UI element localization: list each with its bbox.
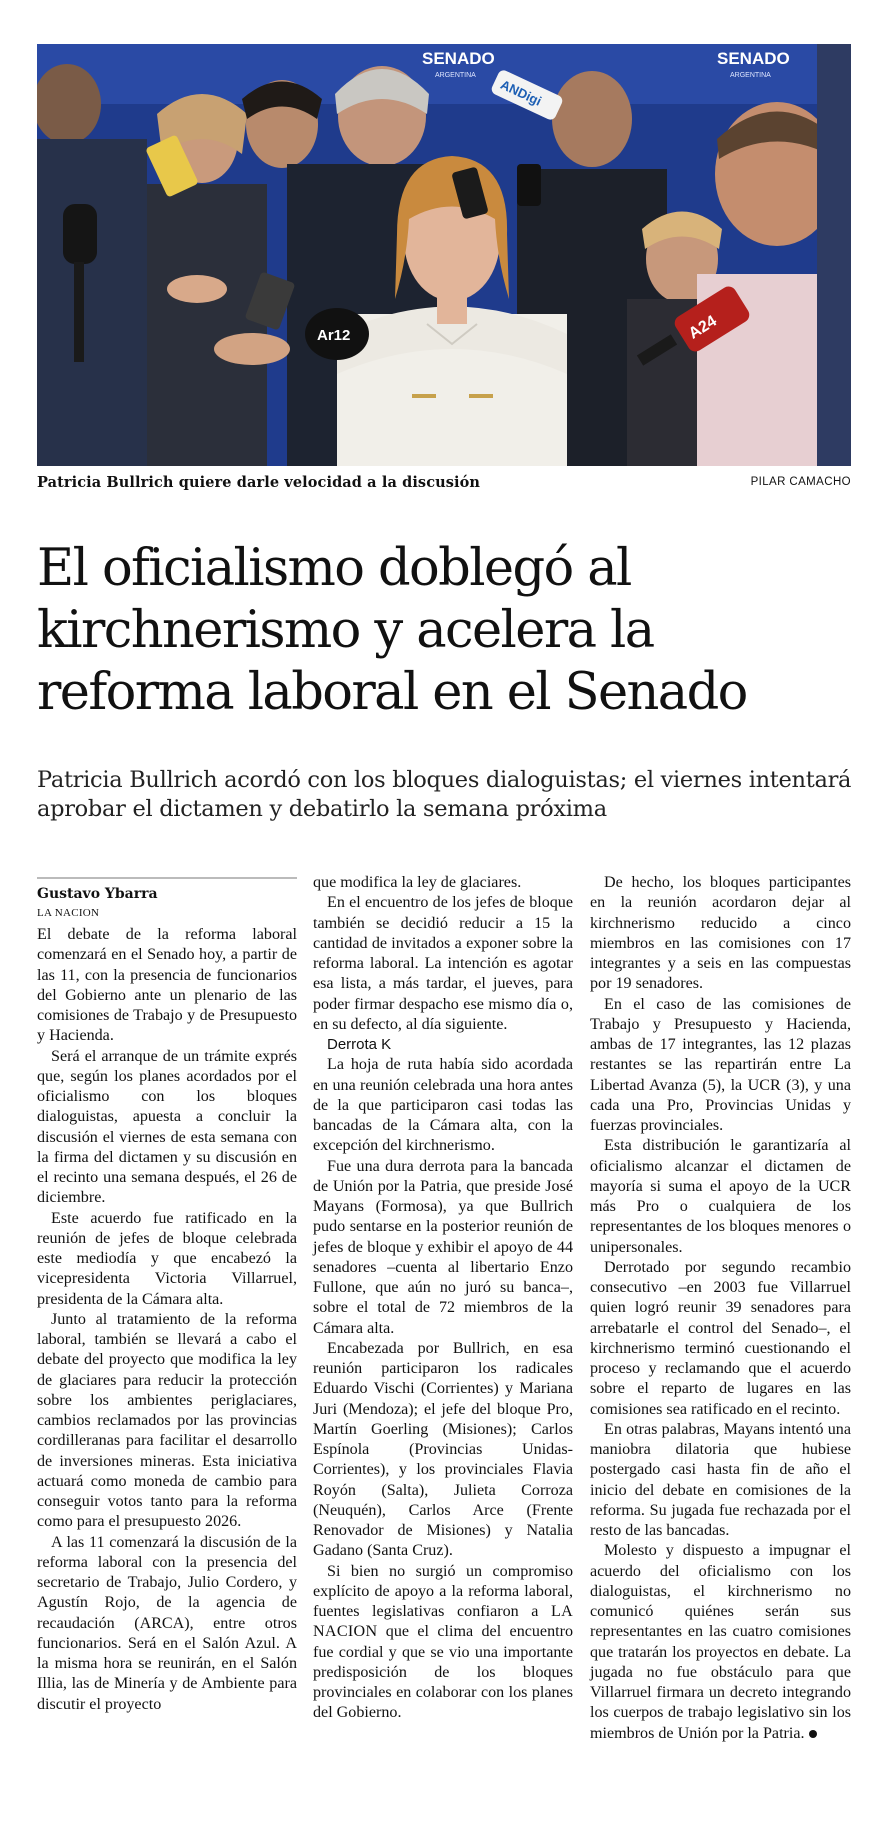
- article-column-3: [590, 873, 851, 1744]
- andigi-mic-label: ANDigi: [498, 76, 544, 109]
- paragraph: El debate de la reforma laboral comenzará en el Senado hoy, a partir de las 11, con la presencia de funcionarios del Gobierno ante un plenario de las comisiones de Trabajo y de Presupuesto y Hacienda.: [37, 926, 297, 1045]
- ar12-mic-label: Ar12: [317, 327, 351, 344]
- paragraph: Derrotado por segundo recambio consecutivo –en 2003 fue Villarruel quien logró reunir 39 senadores para arrebatarle el control del Senado–, el kirchnerismo terminó cuestionando el proceso y reclamando que el acuerdo sobre el reparto de lugares en las comisiones sea ratificado en el recinto.: [590, 1258, 851, 1418]
- photo-caption: Patricia Bullrich quiere darle velocidad a la discusión: [37, 474, 481, 491]
- paragraph: Esta distribución le garantizaría al oficialismo alcanzar el dictamen de mayoría si suma el apoyo de la UCR más Pro o cualquiera de los representantes de los bloques menores o unipersonales.: [590, 1137, 851, 1256]
- article-column-2: [313, 873, 573, 1724]
- paragraph-continuation: que modifica la ley de glaciares.: [313, 874, 522, 891]
- paragraph: Junto al tratamiento de la reforma laboral, también se llevará a cabo el debate del proyecto que modifica la ley de glaciares para reducir la protección sobre los ambientes periglaciares, cambios reclamados por las provincias cordilleranas para facilitar el desarrollo de inversiones mineras. Esta iniciativa actuará como moneda de cambio para conseguir votos tanto para la reforma como para el presupuesto 2026.: [37, 1310, 297, 1531]
- photo-credit: PILAR CAMACHO: [750, 476, 851, 488]
- end-of-article-icon: [809, 1730, 817, 1738]
- byline-outlet: LA NACION: [37, 907, 100, 919]
- paragraph: La hoja de ruta había sido acordada en una reunión celebrada una hora antes de la que participaron casi todas las bancadas de la Cámara alta, con la excepción del kirchnerismo.: [313, 1056, 573, 1155]
- byline-author: Gustavo Ybarra: [37, 886, 158, 902]
- paragraph: En otras palabras, Mayans intentó una maniobra dilatoria que hubiese postergado casi hasta fin de año el inicio del debate en comisiones de la reforma. Su jugada fue rechazada por el resto de las bancadas.: [590, 1420, 851, 1539]
- press-photo: [37, 44, 851, 466]
- press-photo-illustration: [37, 44, 851, 466]
- paragraph: En el encuentro de los jefes de bloque también se decidió reducir a 15 la cantidad de invitados a exponer sobre la reforma laboral. La intención es agotar esa lista, a más tardar, el jueves, para poder firmar despacho ese mismo día o, en su defecto, al día siguiente.: [313, 894, 573, 1033]
- paragraph-text: Molesto y dispuesto a impugnar el acuerdo del oficialismo con los dialoguistas, el kirchnerismo no comunicó quiénes serán sus representantes en las cuatro comisiones que tratarán los proyectos en debate. La jugada no fue obstáculo para que Villarruel firmara un decreto integrando los cuerpos de trabajo legislativo sin los miembros de Unión por la Patria.: [590, 1542, 851, 1742]
- paragraph: De hecho, los bloques participantes en la reunión acordaron dejar al kirchnerismo reducido a cinco miembros en las comisiones con 17 integrantes y a seis en las compuestas por 19 senadores.: [590, 874, 851, 993]
- paragraph: A las 11 comenzará la discusión de la reforma laboral con la presencia del secretario de Trabajo, Julio Cordero, y Agustín Rojo, de la agencia de recaudación (ARCA), entre otros funcionarios. Será en el Salón Azul. A la misma hora se reunirán, en el Salón Illia, las de Minería y de Ambiente para discutir el proyecto: [37, 1533, 297, 1713]
- deck-subtitle: Patricia Bullrich acordó con los bloques dialoguistas; el viernes intentará aprobar el dictamen y debatirlo la semana próxima: [37, 767, 852, 822]
- headline: El oficialismo doblegó al kirchnerismo y acelera la reforma laboral en el Senado: [37, 539, 747, 722]
- subhead: Derrota K: [327, 1036, 392, 1053]
- backdrop-argentina-text: ARGENTINA: [435, 72, 476, 79]
- paragraph: Fue una dura derrota para la bancada de Unión por la Patria, que preside José Mayans (Formosa), ya que Bullrich pudo sentarse en la posterior reunión de jefes de bloque y exhibir el apoyo de 44 senadores –cuenta al libertario Enzo Fullone, que aún no juró su banca–, sobre el total de 72 miembros de la Cámara alta.: [313, 1157, 573, 1337]
- article-column-1: [37, 925, 297, 1715]
- outlet-mention: LA NACION: [313, 1603, 573, 1641]
- byline-rule: [37, 877, 297, 879]
- backdrop-senado-text: SENADO: [422, 49, 495, 68]
- a24-mic-label: A24: [685, 312, 720, 343]
- paragraph-text: que el clima del encuentro fue cordial y que se vio una importante predisposición de los bloques provinciales en colaborar con los planes del Gobierno.: [313, 1623, 573, 1722]
- paragraph: Encabezada por Bullrich, en esa reunión participaron los radicales Eduardo Vischi (Corrientes) y Mariana Juri (Mendoza); el jefe del bloque Pro, Martín Goerling (Misiones); Carlos Espínola (Provincias Unidas-Corrientes), y los provinciales Flavia Royón (Salta), Julieta Corroza (Neuquén), Carlos Arce (Frente Renovador de Misiones) y Natalia Gadano (Santa Cruz).: [313, 1339, 573, 1560]
- paragraph: Este acuerdo fue ratificado en la reunión de jefes de bloque celebrada este mediodía y que encabezó la vicepresidenta Victoria Villarruel, presidenta de la Cámara alta.: [37, 1209, 297, 1308]
- paragraph: [313, 1562, 573, 1724]
- photo-caption-row: [37, 474, 851, 494]
- paragraph-text: Si bien no surgió un compromiso explícito de apoyo a la reforma laboral, fuentes legislativas confiaron a: [313, 1562, 573, 1620]
- backdrop-senado-text-2: SENADO: [717, 49, 790, 68]
- backdrop-argentina-text-2: ARGENTINA: [730, 72, 771, 79]
- paragraph: Será el arranque de un trámite exprés que, según los planes acordados por el oficialismo con los bloques dialoguistas, apuesta a concluir la discusión el viernes de esta semana con la firma del dictamen y su discusión en el recinto una semana después, el 26 de diciembre.: [37, 1047, 297, 1207]
- paragraph: [590, 1541, 851, 1744]
- paragraph: En el caso de las comisiones de Trabajo y Presupuesto y Hacienda, ambas de 17 integrantes, las 12 plazas restantes se las repartirán entre La Libertad Avanza (5), la UCR (3), y una cada una Pro, Provincias Unidas y fuerzas provinciales.: [590, 995, 851, 1134]
